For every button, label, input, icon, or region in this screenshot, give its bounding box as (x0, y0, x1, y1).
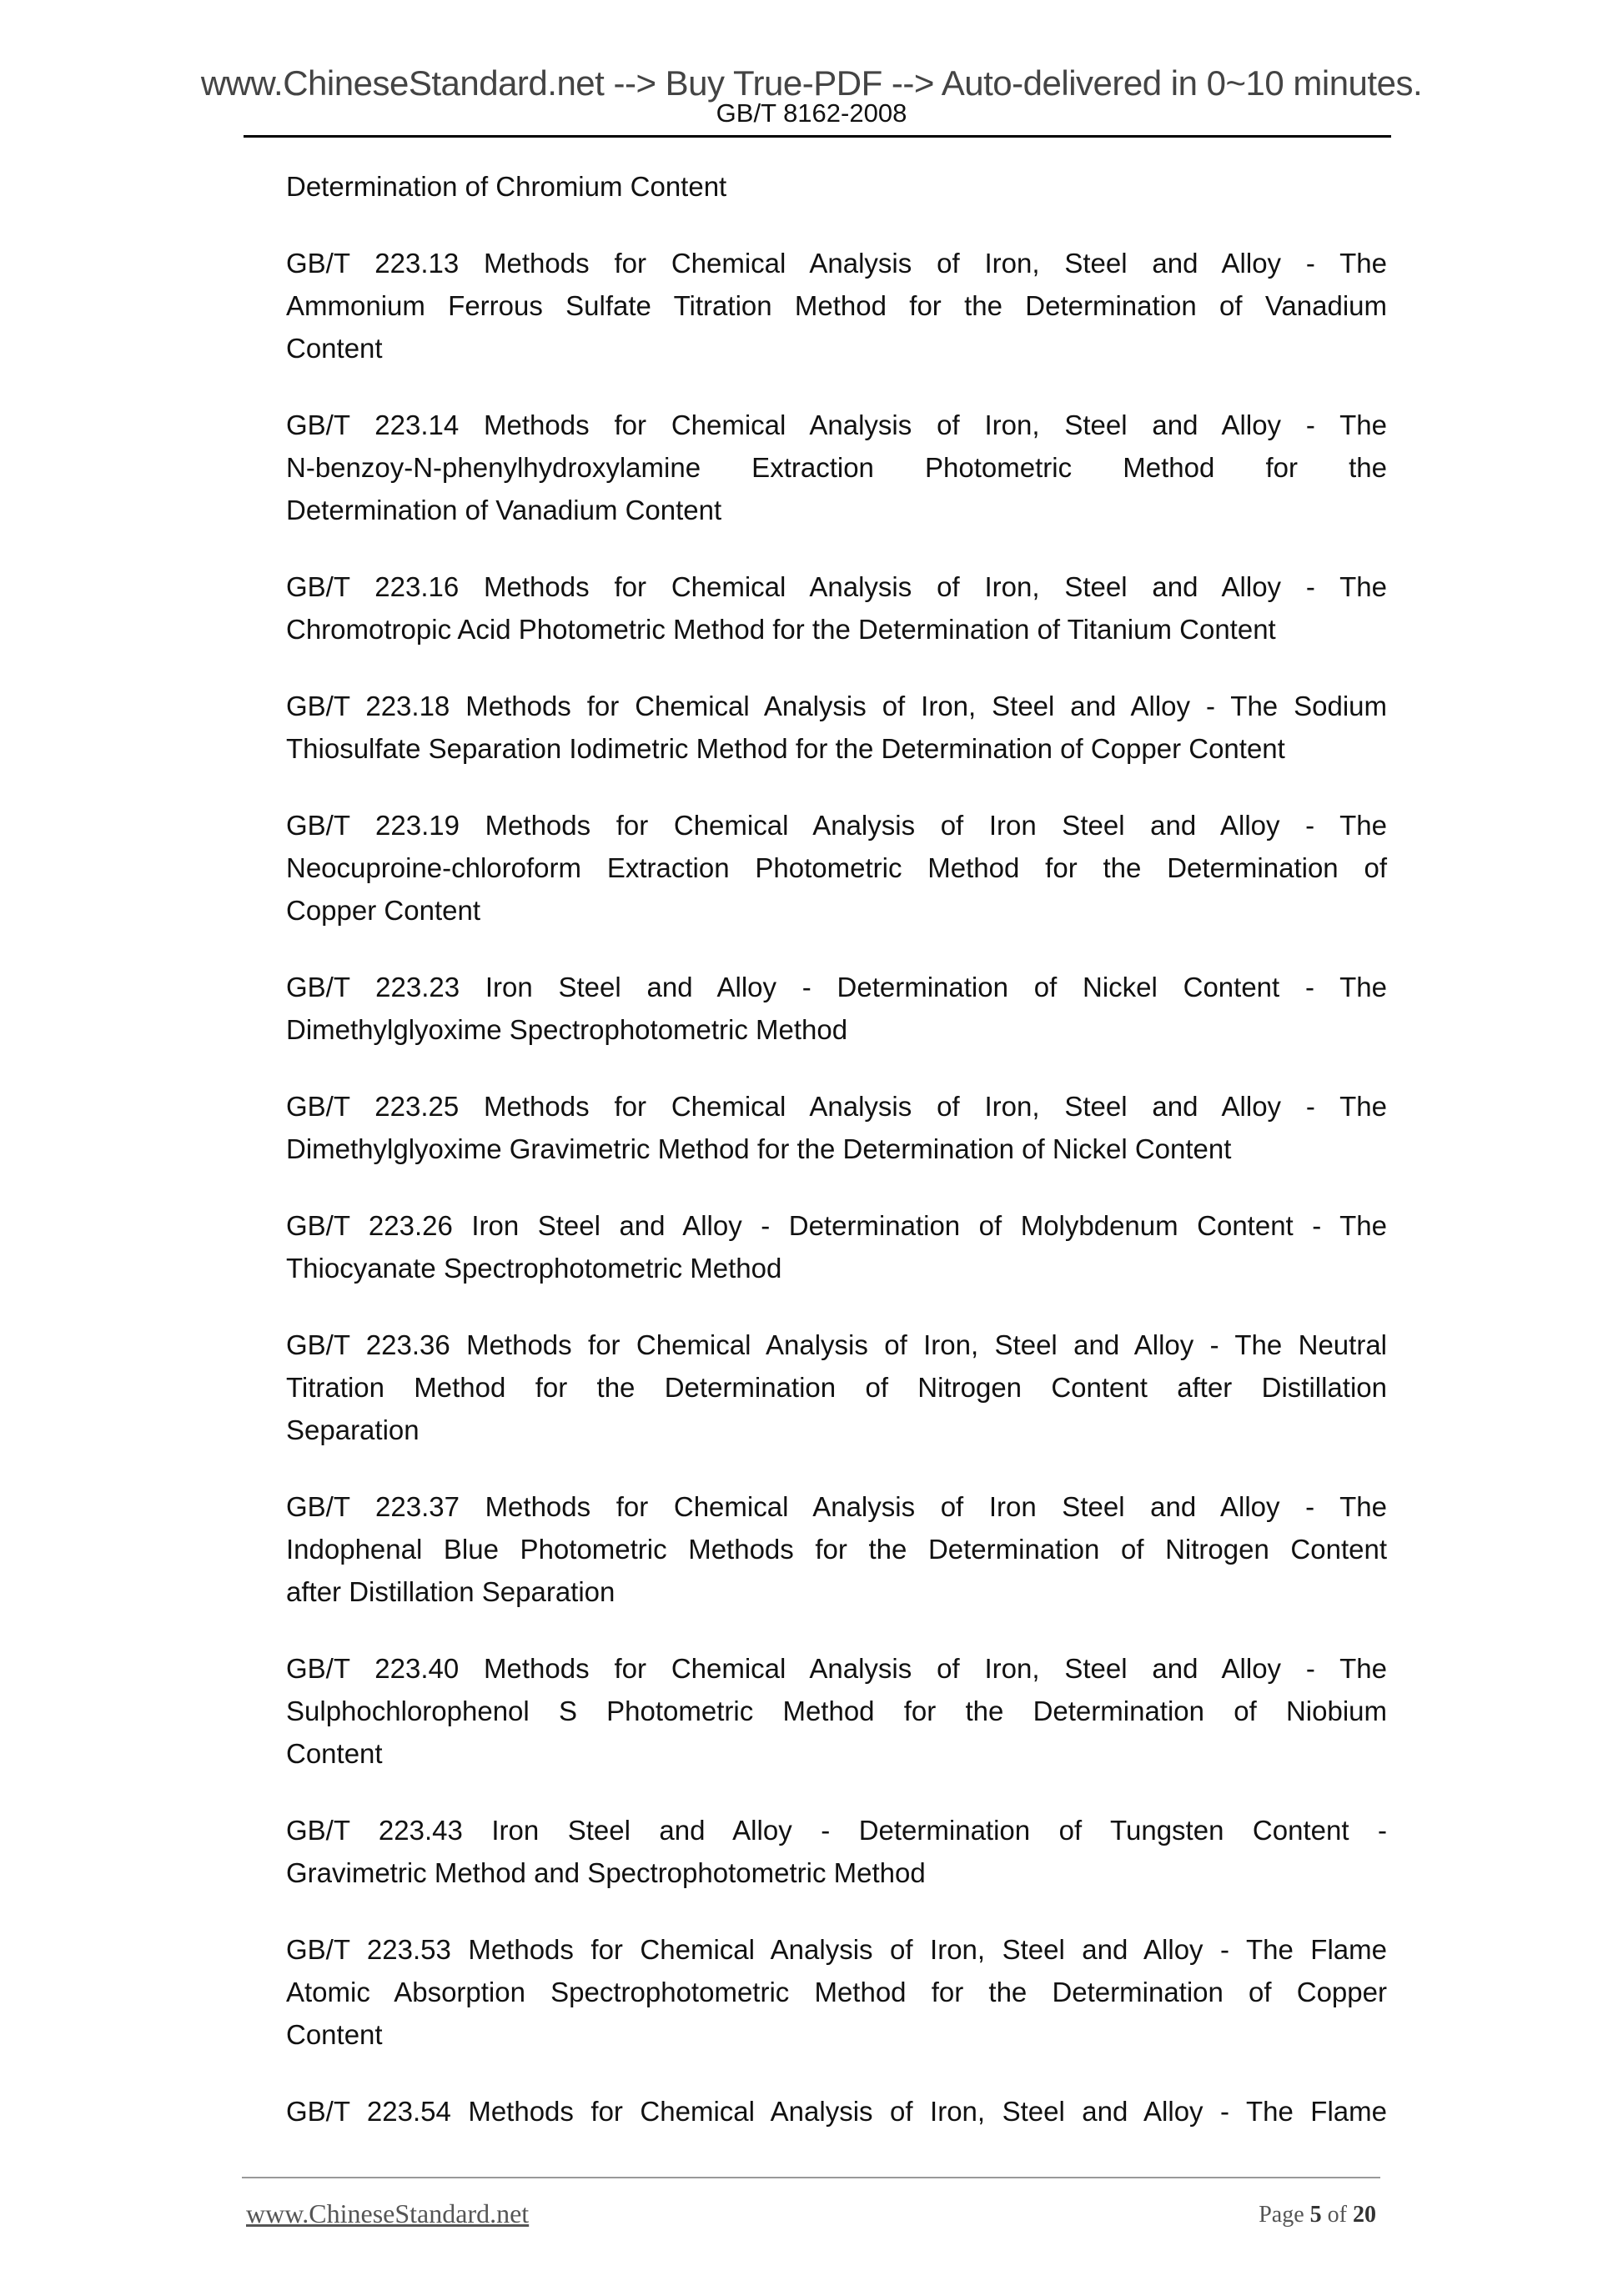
text-line: Gravimetric Method and Spectrophotometric Method (286, 1857, 926, 1888)
text-line: Indophenal Blue Photometric Methods for the Determination of Nitrogen Content (286, 1534, 1387, 1565)
reference-paragraph (286, 1485, 1387, 1613)
text-line: GB/T 223.40 Methods for Chemical Analysis of Iron, Steel and Alloy - The (286, 1653, 1387, 1684)
text-line: Chromotropic Acid Photometric Method for the Determination of Titanium Content (286, 614, 1276, 645)
text-line: Copper Content (286, 895, 480, 926)
footer-rule (242, 2177, 1380, 2178)
text-line: Dimethylglyoxime Gravimetric Method for the Determination of Nickel Content (286, 1133, 1232, 1164)
reference-paragraph (286, 1647, 1387, 1775)
reference-paragraph (286, 804, 1387, 932)
text-line: GB/T 223.54 Methods for Chemical Analysis of Iron, Steel and Alloy - The Flame (286, 2096, 1387, 2127)
text-line: GB/T 223.36 Methods for Chemical Analysis of Iron, Steel and Alloy - The Neutral (286, 1329, 1387, 1360)
reference-paragraph (286, 966, 1387, 1051)
text-line: Atomic Absorption Spectrophotometric Method for the Determination of Copper (286, 1977, 1387, 2007)
text-line: GB/T 223.14 Methods for Chemical Analysis of Iron, Steel and Alloy - The (286, 409, 1387, 440)
text-line: Ammonium Ferrous Sulfate Titration Method for the Determination of Vanadium (286, 290, 1387, 321)
reference-paragraph (286, 404, 1387, 531)
reference-paragraph (286, 1809, 1387, 1894)
text-line: Determination of Vanadium Content (286, 495, 722, 525)
reference-paragraph (286, 242, 1387, 369)
text-line: Content (286, 2019, 383, 2050)
page-prefix: Page (1259, 2202, 1304, 2228)
text-line: Content (286, 1738, 383, 1769)
page-of: of (1327, 2202, 1347, 2228)
footer-website-link[interactable]: www.ChineseStandard.net (246, 2198, 530, 2228)
reference-paragraph (286, 165, 1387, 208)
text-line: GB/T 223.13 Methods for Chemical Analysis of Iron, Steel and Alloy - The (286, 248, 1387, 279)
text-line: GB/T 223.23 Iron Steel and Alloy - Determination of Nickel Content - The (286, 972, 1387, 1002)
text-line: GB/T 223.53 Methods for Chemical Analysis of Iron, Steel and Alloy - The Flame (286, 1934, 1387, 1965)
page-number (1259, 2202, 1376, 2228)
reference-paragraph (286, 2090, 1387, 2133)
text-line: Thiocyanate Spectrophotometric Method (286, 1253, 782, 1284)
reference-paragraph (286, 565, 1387, 651)
text-line: Sulphochlorophenol S Photometric Method for the Determination of Niobium (286, 1696, 1387, 1726)
reference-paragraph (286, 1928, 1387, 2056)
text-line: GB/T 223.37 Methods for Chemical Analysis of Iron Steel and Alloy - The (286, 1491, 1387, 1522)
promo-banner: www.ChineseStandard.net --> Buy True-PDF --> Auto-delivered in 0~10 minutes. (200, 63, 1423, 103)
reference-paragraph (286, 1085, 1387, 1170)
text-line: GB/T 223.18 Methods for Chemical Analysis of Iron, Steel and Alloy - The Sodium (286, 691, 1387, 721)
text-line: after Distillation Separation (286, 1576, 616, 1607)
page-current: 5 (1309, 2202, 1322, 2228)
text-line: Thiosulfate Separation Iodimetric Method for the Determination of Copper Content (286, 733, 1285, 764)
header-rule (244, 135, 1391, 138)
text-line: GB/T 223.25 Methods for Chemical Analysis of Iron, Steel and Alloy - The (286, 1091, 1387, 1122)
reference-paragraph (286, 1204, 1387, 1289)
text-line: Determination of Chromium Content (286, 171, 727, 202)
text-line: GB/T 223.26 Iron Steel and Alloy - Determination of Molybdenum Content - The (286, 1210, 1387, 1241)
reference-paragraph (286, 1324, 1387, 1451)
text-line: Neocuproine-chloroform Extraction Photometric Method for the Determination of (286, 852, 1387, 883)
page-total: 20 (1353, 2202, 1376, 2228)
text-line: Content (286, 333, 383, 364)
document-body (286, 165, 1387, 2167)
document-id: GB/T 8162-2008 (716, 98, 907, 128)
text-line: N-benzoy-N-phenylhydroxylamine Extraction Photometric Method for the (286, 452, 1387, 483)
text-line: GB/T 223.43 Iron Steel and Alloy - Determination of Tungsten Content - (286, 1815, 1387, 1846)
text-line: Titration Method for the Determination of Nitrogen Content after Distillation (286, 1372, 1387, 1403)
text-line: GB/T 223.16 Methods for Chemical Analysis of Iron, Steel and Alloy - The (286, 571, 1387, 602)
text-line: Dimethylglyoxime Spectrophotometric Method (286, 1014, 848, 1045)
reference-paragraph (286, 685, 1387, 770)
text-line: Separation (286, 1414, 420, 1445)
text-line: GB/T 223.19 Methods for Chemical Analysis of Iron Steel and Alloy - The (286, 810, 1387, 841)
